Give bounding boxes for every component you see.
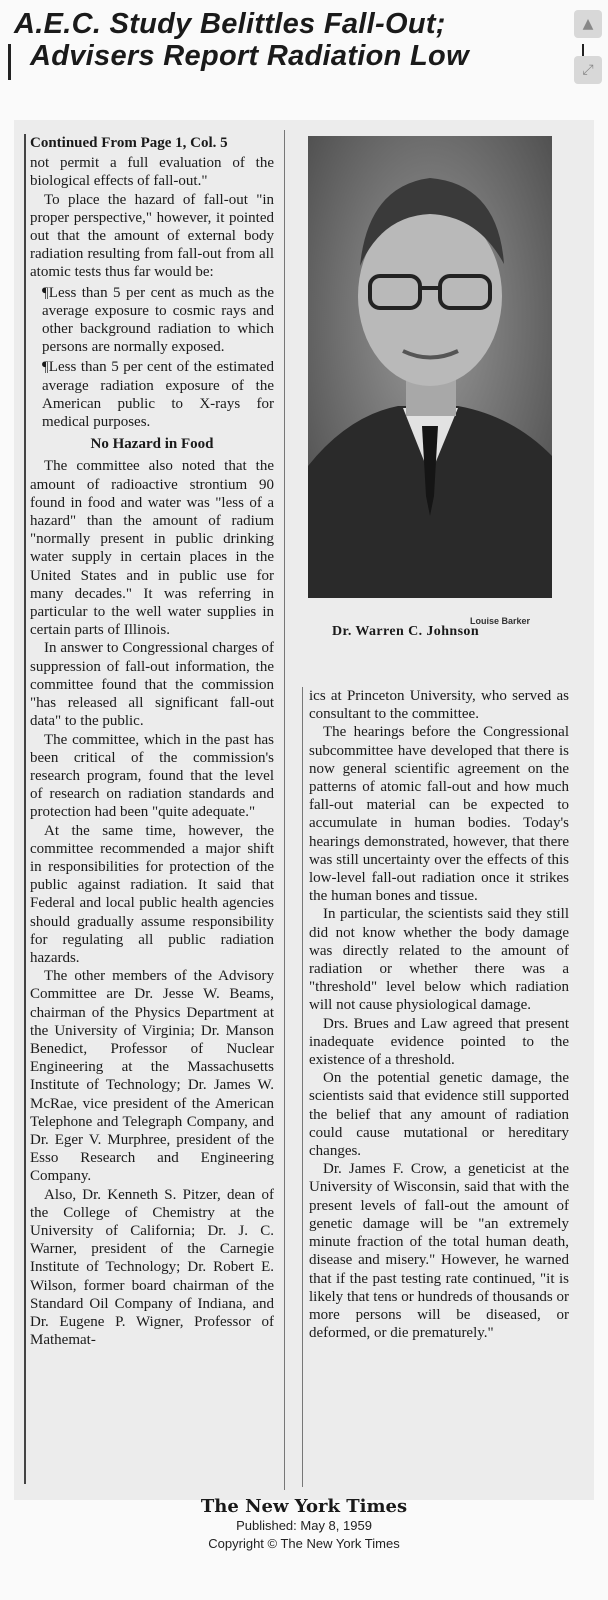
copyright-line: Copyright © The New York Times (208, 1536, 400, 1551)
bullet-item: ¶Less than 5 per cent as much as the average exposure to cosmic rays and other background radiation to which persons are normally exposed. (42, 284, 274, 356)
photo-credit: Louise Barker (470, 616, 531, 626)
paragraph: To place the hazard of fall-out "in proper perspective," however, it pointed out that the amount of external body radiation resulting from fall-out from all atomic tests thus far would be: (30, 191, 274, 281)
photo-caption: Dr. Warren C. Johnson (332, 624, 480, 639)
nyt-logo: The New York Times (200, 1496, 408, 1517)
continued-line: Continued From Page 1, Col. 5 (30, 135, 228, 151)
footer (0, 1496, 608, 1553)
article-column-2 (302, 687, 569, 1487)
article-column-1 (24, 134, 274, 1484)
paragraph: The committee, which in the past has been critical of the commission's research program, found that the level of research on radiation standards and protection had been "quite adequate." (30, 731, 274, 821)
paragraph: The committee also noted that the amount of radioactive strontium 90 found in food and water was "less of a hazard" than the amount of radium "normally present in public drinking water supply in certain places in the United States and in public use for many decades." It was referring in particular to the well water supplies in certain parts of Illinois. (30, 458, 274, 639)
published-date: Published: May 8, 1959 (236, 1518, 372, 1533)
bullet-item: ¶Less than 5 per cent of the estimated average radiation exposure of the American public to X-rays for medical purposes. (42, 359, 274, 431)
subheading: No Hazard in Food (90, 436, 214, 453)
expand-icon[interactable]: ⤢ (574, 56, 602, 84)
paragraph: Drs. Brues and Law agreed that present inadequate evidence pointed to the existence of a threshold. (309, 1015, 569, 1069)
paragraph: In answer to Congressional charges of suppression of fall-out information, the committee found that the commission "has released all significant fall-out data" to the public. (30, 640, 274, 730)
paragraph: not permit a full evaluation of the biological effects of fall-out." (30, 155, 274, 190)
chevron-up-icon[interactable]: ▲ (574, 10, 602, 38)
headline-line-2: Advisers Report Radiation Low (30, 40, 469, 72)
portrait-image (308, 136, 552, 598)
paragraph: At the same time, however, the committee recommended a major shift in responsibilities for protection of the public against radiation. It said that Federal and local public health agencies should gradually assume responsibility for regulating all public radiation hazards. (30, 822, 274, 966)
paragraph: Also, Dr. Kenneth S. Pitzer, dean of the College of Chemistry at the University of California; Dr. J. C. Warner, president of the Carnegie Institute of Technology; Dr. Robert E. Wilson, former board chairman of the Standard Oil Company of Indiana, and Dr. Eugene P. Wigner, Professor of Mathemat- (30, 1186, 274, 1349)
headline-rule-left (8, 44, 11, 80)
paragraph: ics at Princeton University, who served as consultant to the committee. (309, 688, 569, 723)
paragraph: In particular, the scientists said they still did not know whether the body damage was directly related to the amount of radiation or whether there was a "threshold" level below which radiation will not cause physiological damage. (309, 906, 569, 1014)
headline-line-1: A.E.C. Study Belittles Fall-Out; (14, 8, 446, 40)
paragraph: The hearings before the Congressional subcommittee have developed that there is now general scientific agreement on the patterns of atomic fall-out and how much fall-out material can be expected to accumulate in human bodies. Today's hearings demonstrated, however, that there was still uncertainty over the effects of this low-level fall-out radiation once it strikes the human bones and tissue. (309, 724, 569, 905)
paragraph: Dr. James F. Crow, a geneticist at the University of Wisconsin, said that with the present levels of fall-out the amount of genetic damage will be "an extremely minute fraction of the total human death, disease and misery." However, he warned that if the past testing rate continued, "it is likely that tens or hundreds of thousands or more persons will be diseased, or deformed, or die prematurely." (309, 1161, 569, 1342)
paragraph: The other members of the Advisory Committee are Dr. Jesse W. Beams, chairman of the Physics Department at the University of Virginia; Dr. Manson Benedict, Professor of Nuclear Engineering at the Massachusetts Institute of Technology; Dr. James W. McRae, vice president of the American Telephone and Telegraph Company, and Dr. Eger V. Murphree, president of the Esso Research and Engineering Company. (30, 968, 274, 1185)
portrait-photo (308, 136, 552, 598)
headline (14, 8, 574, 72)
column-divider (284, 130, 285, 1490)
paragraph: On the potential genetic damage, the scientists said that evidence still supported the belief that any amount of radiation could cause mutational or hereditary changes. (309, 1070, 569, 1160)
